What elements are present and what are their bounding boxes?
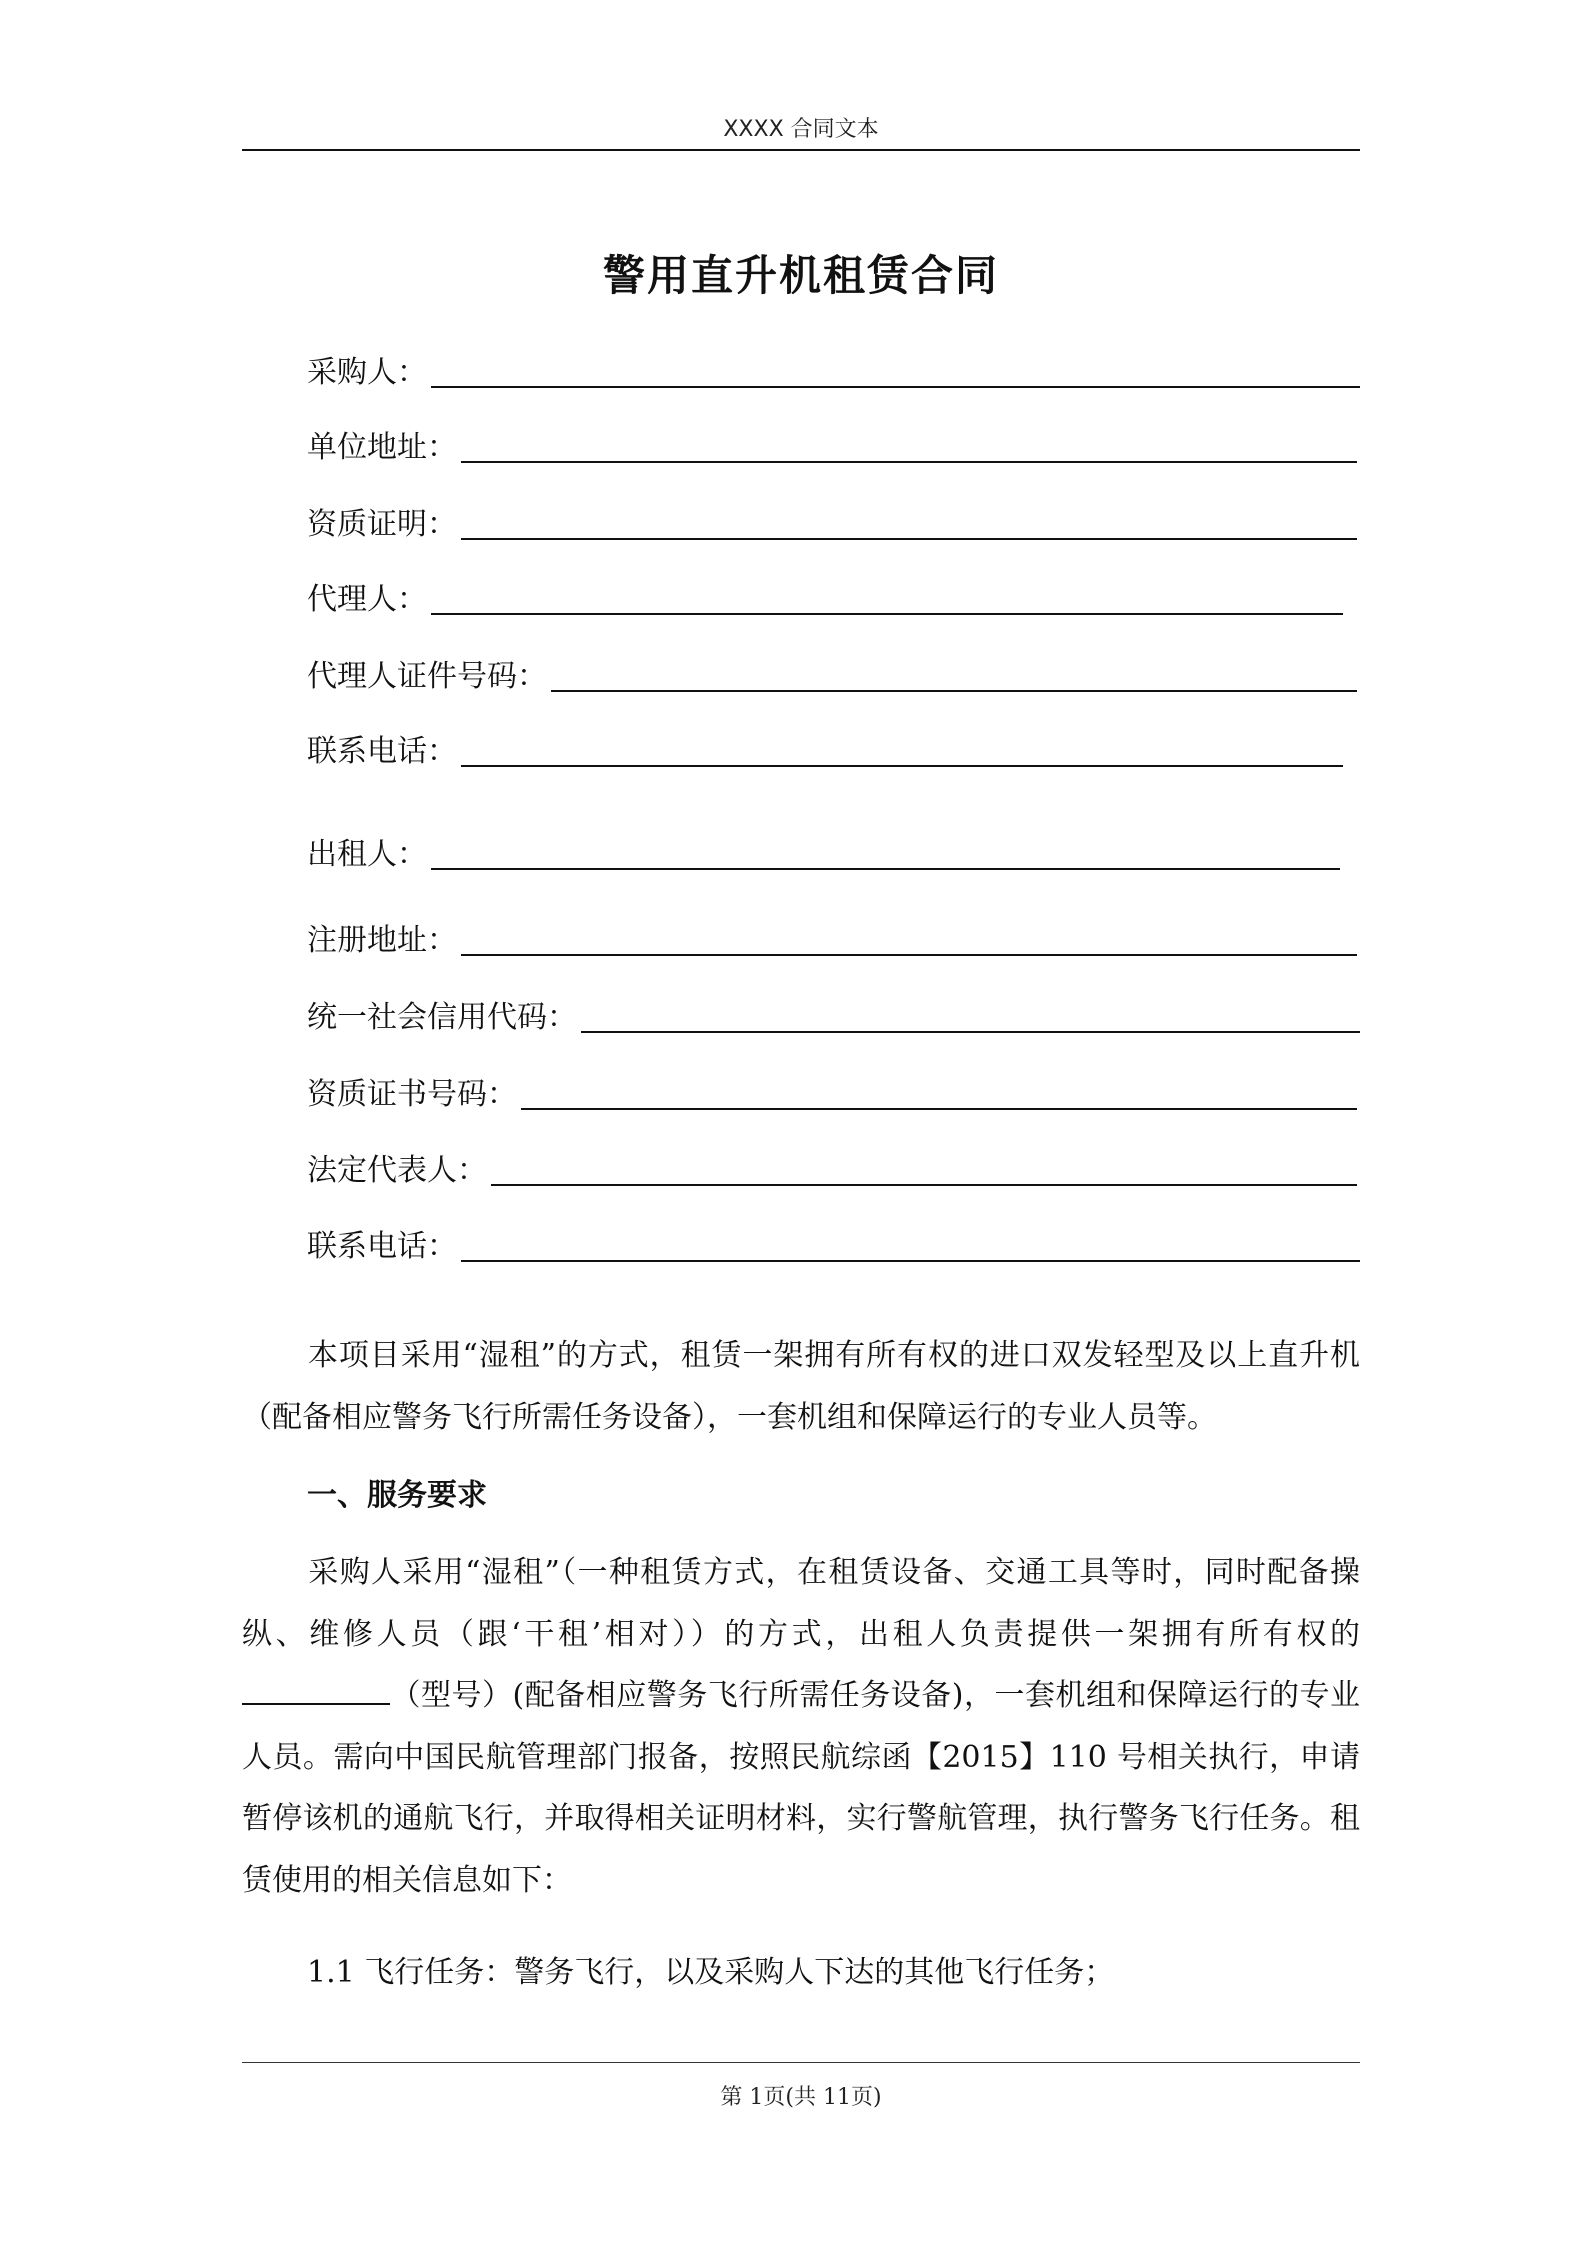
model-blank[interactable] — [242, 1675, 390, 1705]
purchaser-phone-field[interactable] — [307, 727, 1343, 771]
page-header: XXXX 合同文本 — [723, 117, 879, 142]
field-label: 采购人： — [307, 355, 427, 390]
field-label: 统一社会信用代码： — [307, 1000, 577, 1035]
certificate-number-field[interactable] — [307, 1070, 1357, 1114]
field-label: 注册地址： — [307, 923, 457, 958]
purchaser-field[interactable] — [307, 348, 1360, 392]
fill-in-blank[interactable] — [461, 765, 1343, 767]
agent-id-field[interactable] — [307, 652, 1357, 696]
fill-in-blank[interactable] — [551, 690, 1357, 692]
field-label: 法定代表人： — [307, 1153, 487, 1188]
page-footer: 第 1页(共 11页) — [720, 2085, 882, 2110]
service-paragraph — [242, 1542, 1360, 1912]
document-title: 警用直升机租赁合同 — [602, 251, 999, 300]
agent-field[interactable] — [307, 575, 1343, 619]
header-divider — [242, 149, 1360, 151]
section-heading: 一、服务要求 — [307, 1478, 487, 1513]
intro-paragraph — [242, 1325, 1360, 1448]
field-label: 代理人证件号码： — [307, 659, 547, 694]
registered-address-field[interactable] — [307, 916, 1357, 960]
lessor-phone-field[interactable] — [307, 1222, 1360, 1266]
fill-in-blank[interactable] — [521, 1108, 1357, 1110]
fill-in-blank[interactable] — [461, 538, 1357, 540]
footer-divider — [242, 2062, 1360, 2063]
field-label: 单位地址： — [307, 430, 457, 465]
qualification-field[interactable] — [307, 500, 1357, 544]
fill-in-blank[interactable] — [461, 1260, 1360, 1262]
item-1-1-text: 1.1 飞行任务：警务飞行，以及采购人下达的其他飞行任务； — [307, 1955, 1115, 1990]
field-label: 出租人： — [307, 837, 427, 872]
intro-text: 本项目采用“湿租”的方式，租赁一架拥有所有权的进口双发轻型及以上直升机（配备相应警务飞行所需任务设备），一套机组和保障运行的专业人员等。 — [242, 1338, 1360, 1435]
fill-in-blank[interactable] — [461, 954, 1357, 956]
field-label: 资质证书号码： — [307, 1077, 517, 1112]
fill-in-blank[interactable] — [461, 461, 1357, 463]
unit-address-field[interactable] — [307, 423, 1357, 467]
credit-code-field[interactable] — [307, 993, 1360, 1037]
lessor-field[interactable] — [307, 830, 1340, 874]
field-label: 联系电话： — [307, 734, 457, 769]
service-text-after: （型号）(配备相应警务飞行所需任务设备)，一套机组和保障运行的专业人员。需向中国民航管理部门报备，按照民航综函【2015】110 号相关执行，申请暂停该机的通航飞行，并取得相关证明材料，实行警航管理，执行警务飞行任务。租赁使用的相关信息如下： — [242, 1678, 1360, 1898]
field-label: 联系电话： — [307, 1229, 457, 1264]
fill-in-blank[interactable] — [431, 613, 1343, 615]
legal-representative-field[interactable] — [307, 1146, 1357, 1190]
fill-in-blank[interactable] — [491, 1184, 1357, 1186]
item-1-1 — [242, 1942, 1360, 2004]
fill-in-blank[interactable] — [431, 386, 1360, 388]
fill-in-blank[interactable] — [581, 1031, 1360, 1033]
field-label: 代理人： — [307, 582, 427, 617]
fill-in-blank[interactable] — [431, 868, 1340, 870]
field-label: 资质证明： — [307, 507, 457, 542]
service-text-before: 采购人采用“湿租”（一种租赁方式，在租赁设备、交通工具等时，同时配备操纵、维修人员（跟‘干租’相对））的方式，出租人负责提供一架拥有所有权的 — [242, 1555, 1360, 1652]
